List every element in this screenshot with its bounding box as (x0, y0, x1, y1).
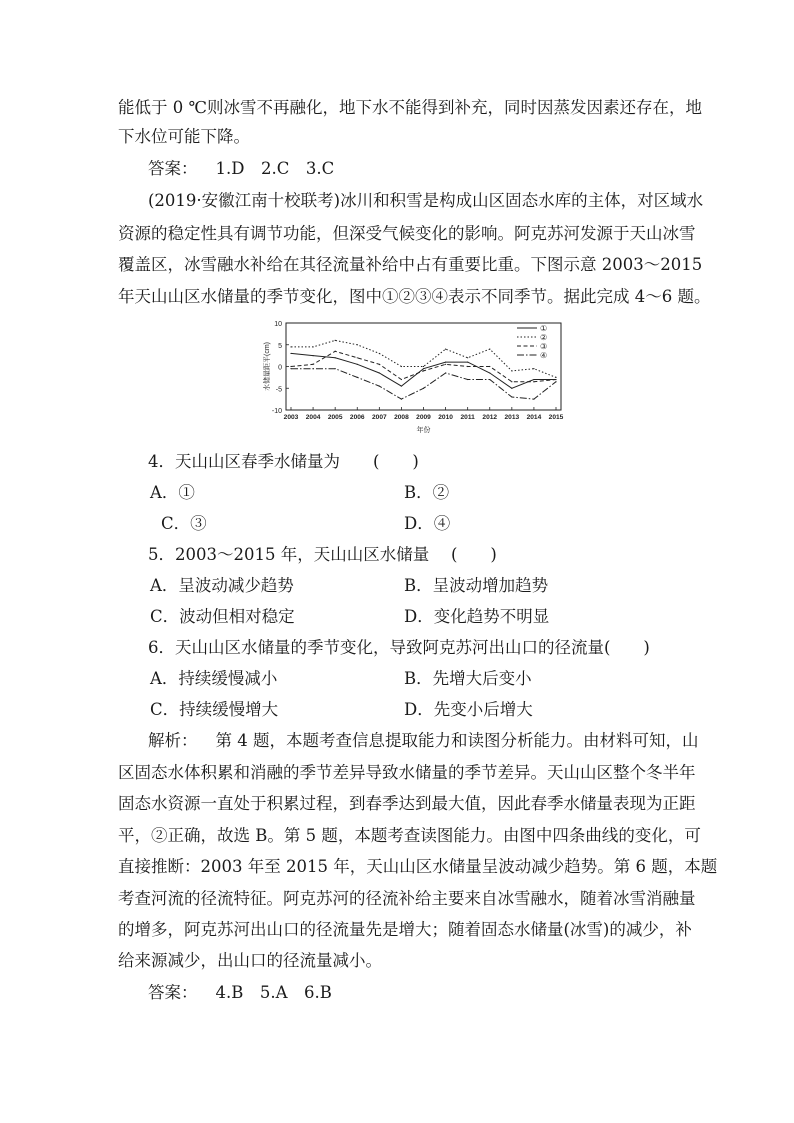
data-point (445, 362, 446, 363)
data-point (379, 372, 380, 373)
text-line: 资源的稳定性具有调节功能，但深受气候变化的影响。阿克苏河发源于天山冰雪 (118, 224, 696, 243)
x-tick-label: 2012 (482, 414, 498, 421)
answer-line-1 (148, 159, 334, 179)
data-point (467, 379, 468, 380)
data-point (445, 372, 446, 373)
data-point (533, 368, 534, 369)
text-line: (2019·安徽江南十校联考)冰川和积雪是构成山区固态水库的主体，对区域水 (148, 191, 704, 210)
data-point (357, 364, 358, 365)
y-axis-label: 水储量距平(cm) (264, 342, 271, 391)
data-point (401, 366, 402, 367)
data-point (423, 370, 424, 371)
data-point (290, 366, 291, 367)
data-point (335, 368, 336, 369)
data-point (533, 399, 534, 400)
data-point (401, 385, 402, 386)
analysis-line-1 (148, 731, 699, 751)
q6-option-c: C．持续缓慢增大 (150, 700, 279, 719)
q5-option-c: C．波动但相对稳定 (150, 607, 295, 626)
series-line-2 (291, 340, 556, 377)
data-point (511, 396, 512, 397)
data-point (511, 381, 512, 382)
water-storage-chart (256, 318, 568, 444)
q4-option-b: B．② (404, 483, 450, 502)
q5-option-b: B．呈波动增加趋势 (404, 576, 549, 595)
y-tick-label: -10 (271, 408, 282, 415)
data-point (423, 368, 424, 369)
data-point (379, 364, 380, 365)
data-point (489, 366, 490, 367)
analysis-line: 给来源减少，出山口的径流量减小。 (118, 951, 382, 970)
x-tick-label: 2011 (460, 414, 475, 421)
text-line: 覆盖区，冰雪融水补给在其径流量补给中占有重要比重。下图示意 2003～2015 (118, 255, 703, 274)
legend-label: ② (540, 333, 548, 342)
data-point (312, 346, 313, 347)
data-point (467, 362, 468, 363)
data-point (511, 370, 512, 371)
y-tick-label: -5 (275, 386, 282, 394)
data-point (290, 368, 291, 369)
data-point (401, 399, 402, 400)
data-point (445, 349, 446, 350)
legend-label: ④ (540, 351, 548, 360)
data-point (357, 344, 358, 345)
question-6-stem: 6．天山山区水储量的季节变化，导致阿克苏河出山口的径流量( ) (148, 638, 650, 657)
answer-label: 答案： (148, 159, 198, 178)
text-line: 年天山山区水储量的季节变化，图中①②③④表示不同季节。据此完成 4～6 题。 (118, 287, 711, 306)
q6-option-a: A．持续缓慢减小 (150, 669, 278, 688)
data-point (423, 366, 424, 367)
text-line: 能低于 0 ℃则冰雪不再融化，地下水不能得到补充，同时因蒸发因素还存在，地 (118, 98, 702, 117)
y-tick-label: 10 (274, 321, 282, 328)
answer-label: 答案： (148, 983, 198, 1002)
data-point (445, 364, 446, 365)
data-point (312, 364, 313, 365)
data-point (335, 340, 336, 341)
data-point (533, 381, 534, 382)
question-4-stem: 4．天山山区春季水储量为 ( ) (148, 452, 419, 471)
answer-text: 1.D 2.C 3.C (215, 159, 335, 178)
data-point (379, 353, 380, 354)
y-tick-label: 0 (278, 364, 282, 372)
analysis-line: 考查河流的径流特征。阿克苏河的径流补给主要来自冰雪融水，随着冰雪消融量 (118, 889, 696, 908)
data-point (511, 388, 512, 389)
q4-option-a: A．① (150, 483, 195, 502)
analysis-line: 区固态水体积累和消融的季节差异导致水储量的季节差异。天山山区整个冬半年 (118, 763, 696, 782)
analysis-text: 第 4 题，本题考查信息提取能力和读图分析能力。由材料可知，山 (215, 731, 699, 750)
data-point (357, 377, 358, 378)
analysis-line: 直接推断：2003 年至 2015 年，天山山区水储量呈波动减少趋势。第 6 题，本题 (118, 857, 718, 876)
answer-text: 4.B 5.A 6.B (215, 983, 332, 1002)
x-axis-label: 年份 (416, 427, 431, 434)
text-line: 下水位可能下降。 (118, 127, 250, 146)
data-point (335, 357, 336, 358)
data-point (489, 349, 490, 350)
analysis-line: 的增多，阿克苏河出山口的径流量先是增大；随着固态水储量(冰雪)的减少，补 (118, 920, 692, 939)
q6-option-d: D．先变小后增大 (404, 700, 533, 719)
data-point (489, 379, 490, 380)
q6-option-b: B．先增大后变小 (404, 669, 532, 688)
data-point (555, 381, 556, 382)
data-point (290, 353, 291, 354)
data-point (489, 372, 490, 373)
data-point (357, 357, 358, 358)
x-tick-label: 2008 (394, 414, 409, 421)
q5-option-a: A．呈波动减少趋势 (150, 576, 294, 595)
data-point (423, 388, 424, 389)
x-tick-label: 2003 (283, 414, 299, 421)
data-point (312, 368, 313, 369)
series-line-4 (291, 369, 556, 399)
question-5-stem: 5．2003～2015 年，天山山区水储量 ( ) (148, 545, 497, 564)
x-tick-label: 2013 (504, 414, 520, 421)
data-point (379, 385, 380, 386)
data-point (555, 379, 556, 380)
x-tick-label: 2009 (416, 414, 431, 421)
data-point (555, 377, 556, 378)
q4-option-d: D．④ (404, 514, 451, 533)
q5-option-d: D．变化趋势不明显 (404, 607, 550, 626)
data-point (401, 379, 402, 380)
analysis-line: 平，②正确，故选 B。第 5 题，本题考查读图能力。由图中四条曲线的变化，可 (118, 826, 701, 845)
legend-label: ① (540, 324, 548, 333)
data-point (467, 366, 468, 367)
legend-label: ③ (540, 342, 548, 351)
x-tick-label: 2005 (327, 414, 343, 421)
x-tick-label: 2015 (548, 414, 564, 421)
x-tick-label: 2010 (438, 414, 453, 421)
x-tick-label: 2004 (305, 414, 321, 421)
analysis-label: 解析： (148, 731, 198, 750)
x-tick-label: 2014 (526, 414, 542, 421)
x-tick-label: 2007 (371, 414, 387, 421)
x-tick-label: 2006 (349, 414, 365, 421)
data-point (467, 357, 468, 358)
data-point (312, 355, 313, 356)
answer-line-2 (148, 983, 332, 1003)
data-point (533, 379, 534, 380)
data-point (335, 351, 336, 352)
analysis-line: 固态水资源一直处于积累过程，到春季达到最大值，因此春季水储量表现为正距 (118, 794, 696, 813)
y-tick-label: 5 (278, 342, 282, 350)
q4-option-c: C．③ (161, 514, 207, 533)
data-point (290, 346, 291, 347)
